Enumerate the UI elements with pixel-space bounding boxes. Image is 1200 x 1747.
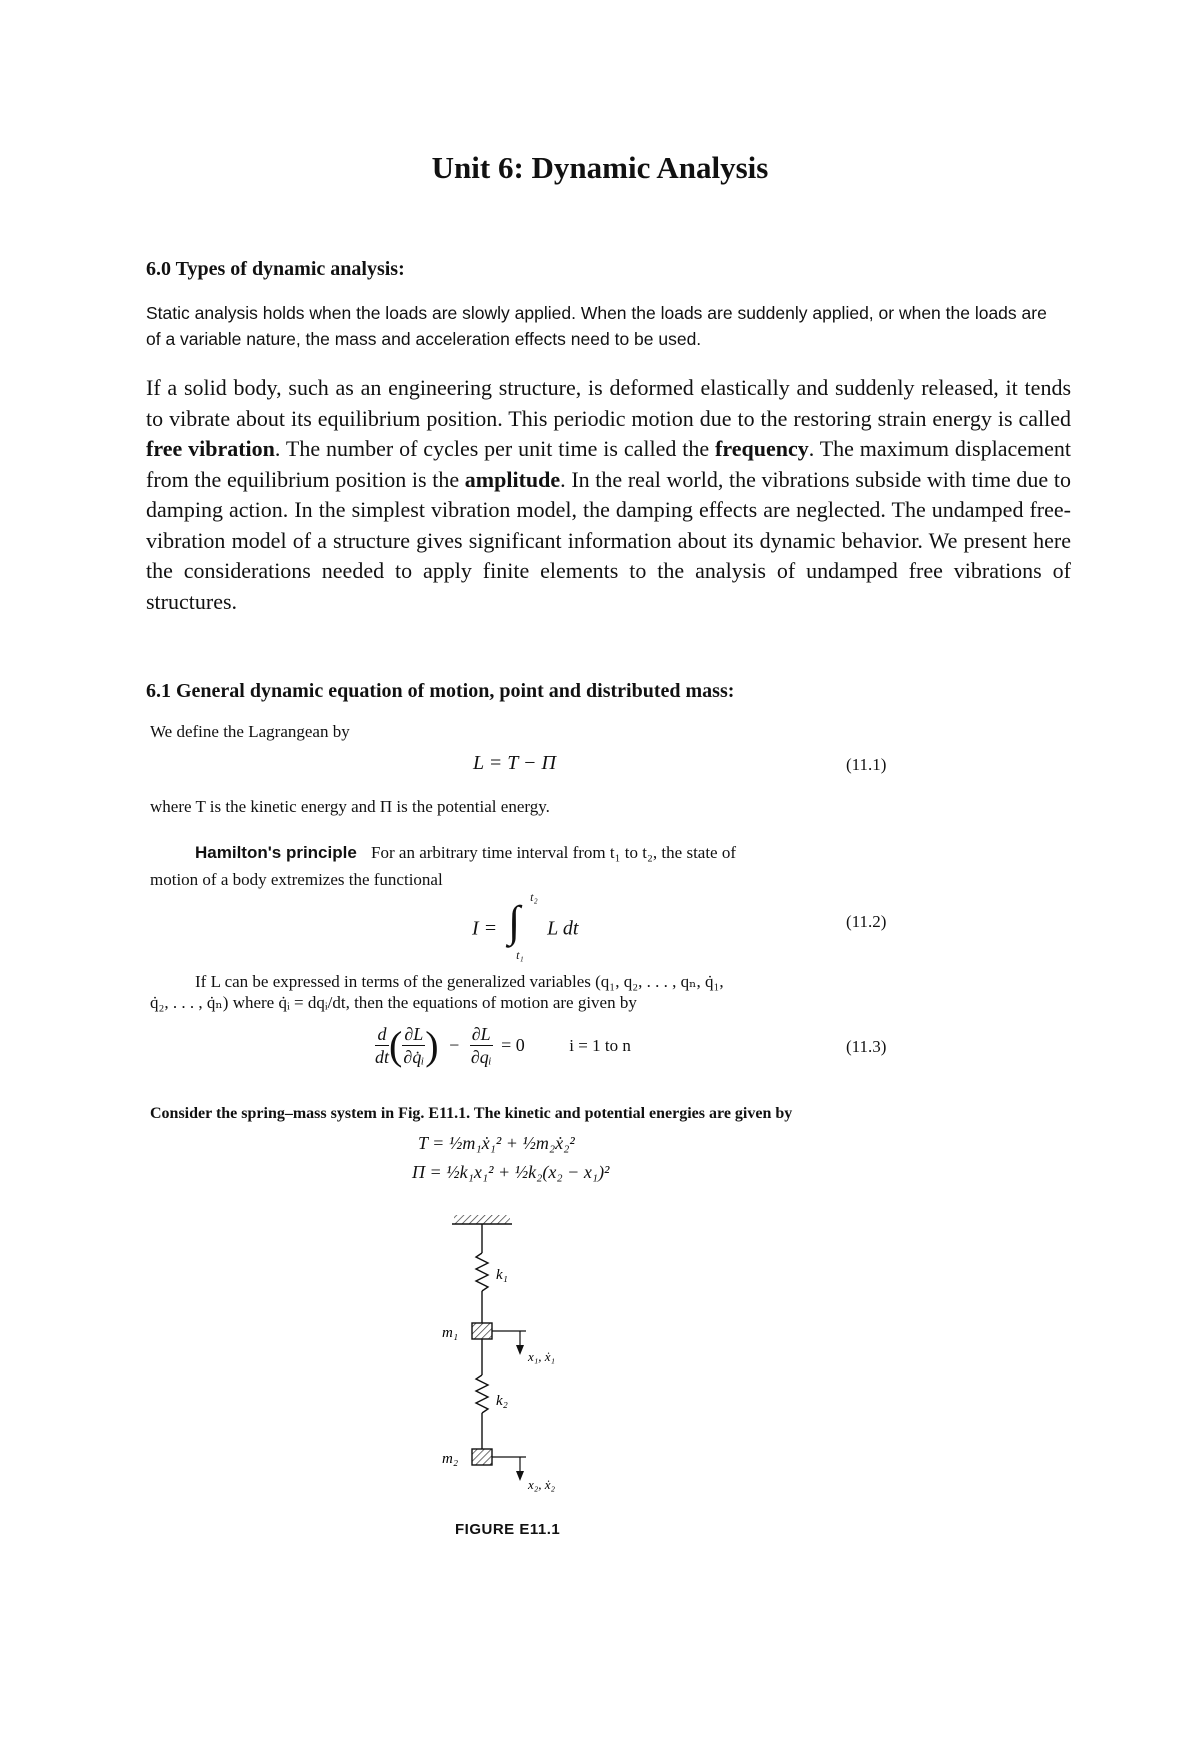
label-m2: m₂ <box>442 1451 459 1467</box>
hamilton-label: Hamilton's principle <box>195 843 357 862</box>
page-title: Unit 6: Dynamic Analysis <box>431 150 769 185</box>
hamilton-line-1 <box>195 843 736 863</box>
spring-k1 <box>476 1253 488 1291</box>
spring-mass-figure <box>430 1213 650 1513</box>
eq3-equals: = 0 <box>501 1035 525 1055</box>
frac-num: d <box>375 1023 389 1046</box>
integral-sign <box>502 890 542 962</box>
figure-caption: FIGURE E11.1 <box>455 1521 561 1538</box>
equation-11-1: L = T − Π <box>473 752 556 774</box>
integral-glyph: ∫ <box>508 897 521 946</box>
frac-dl-dqdot <box>402 1023 425 1068</box>
frac-den: dt <box>375 1047 390 1067</box>
label-x2: x₂, ẋ₂ <box>528 1477 556 1492</box>
equation-number-11-3: (11.3) <box>846 1037 887 1056</box>
frac-dl-dq <box>470 1023 493 1068</box>
equation-11-2 <box>472 890 579 962</box>
consider-text: Consider the spring–mass system in Fig. E11.1. The kinetic and potential energies are given by <box>150 1105 793 1122</box>
label-m1: m₁ <box>442 1325 459 1341</box>
frac-den: ∂q̇ᵢ <box>403 1047 425 1067</box>
section-heading-6-1: 6.1 General dynamic equation of motion, point and distributed mass: <box>146 680 735 702</box>
frac-num: ∂L <box>404 1024 424 1044</box>
arrow-head <box>516 1345 524 1355</box>
text-run: . The maximum displacement from the equilibrium position is the <box>146 436 1071 492</box>
fixed-support-hatch <box>454 1215 510 1224</box>
label-k2: k₂ <box>496 1393 508 1409</box>
section-heading-6-0: 6.0 Types of dynamic analysis: <box>146 258 405 280</box>
frac-d-dt <box>375 1023 389 1068</box>
paren-open: ( <box>389 1023 403 1068</box>
equation-number-11-1: (11.1) <box>846 755 887 774</box>
arrow-head <box>516 1471 524 1481</box>
define-lagrangean-text: We define the Lagrangean by <box>150 722 350 741</box>
eq2-body: L dt <box>547 917 579 940</box>
frac-den: ∂qᵢ <box>470 1047 492 1067</box>
term-free-vibration: free vibration <box>146 436 275 461</box>
hamilton-line-2: motion of a body extremizes the functional <box>150 870 443 889</box>
label-x1: x₁, ẋ₁ <box>528 1349 556 1364</box>
text-run: . In the real world, the vibrations subside with time due to damping action. In the simplest vibration model, the damping effects are neglected. The undamped free-vibration model of a structure gives significant information about its dynamic behavior. We present here the considerations needed to apply finite elements to the analysis of undamped free vibrations of structures. <box>146 466 1071 614</box>
label-k1: k₁ <box>496 1267 508 1283</box>
energy-potential: Π = ½k₁x₁² + ½k₂(x₂ − x₁)² <box>412 1162 610 1182</box>
generalized-line-2: q̇₂, . . . , q̇ₙ) where q̇ᵢ = dqᵢ/dt, then the equations of motion are given by <box>150 993 637 1012</box>
paren-close: ) <box>425 1023 439 1068</box>
text-run: . The number of cycles per unit time is called the <box>274 436 716 461</box>
paragraph-free-vibration <box>146 373 1071 617</box>
text-run: If a solid body, such as an engineering structure, is deformed elastically and suddenly released, it tends to vibrate about its equilibrium position. This periodic motion due to the restoring strain energy is called <box>146 375 1071 431</box>
mass-m2 <box>472 1449 492 1465</box>
hamilton-text: For an arbitrary time interval from t₁ to t₂, the state of <box>371 843 737 862</box>
minus-sign: − <box>449 1035 460 1055</box>
eq2-lhs: I = <box>472 917 498 940</box>
generalized-line-1: If L can be expressed in terms of the generalized variables (q₁, q₂, . . . , qₙ, q̇₁, <box>195 972 724 991</box>
equation-11-3 <box>375 1022 631 1069</box>
mass-m1 <box>472 1323 492 1339</box>
integral-lower-limit: t₁ <box>516 948 524 962</box>
frac-num: ∂L <box>471 1024 491 1044</box>
energy-kinetic: T = ½m₁ẋ₁² + ½m₂ẋ₂² <box>418 1133 575 1153</box>
where-energy-text: where T is the kinetic energy and Π is the potential energy. <box>150 797 550 816</box>
term-amplitude: amplitude <box>464 466 561 492</box>
term-frequency: frequency <box>715 436 809 461</box>
paragraph-static-analysis: Static analysis holds when the loads are slowly applied. When the loads are suddenly applied, or when the loads are of a variable nature, the mass and acceleration effects need to be used. <box>146 303 1047 349</box>
eq3-range: i = 1 to n <box>569 1035 631 1055</box>
integral-upper-limit: t₂ <box>530 890 538 904</box>
spring-k2 <box>476 1375 488 1413</box>
equation-number-11-2: (11.2) <box>846 912 887 931</box>
